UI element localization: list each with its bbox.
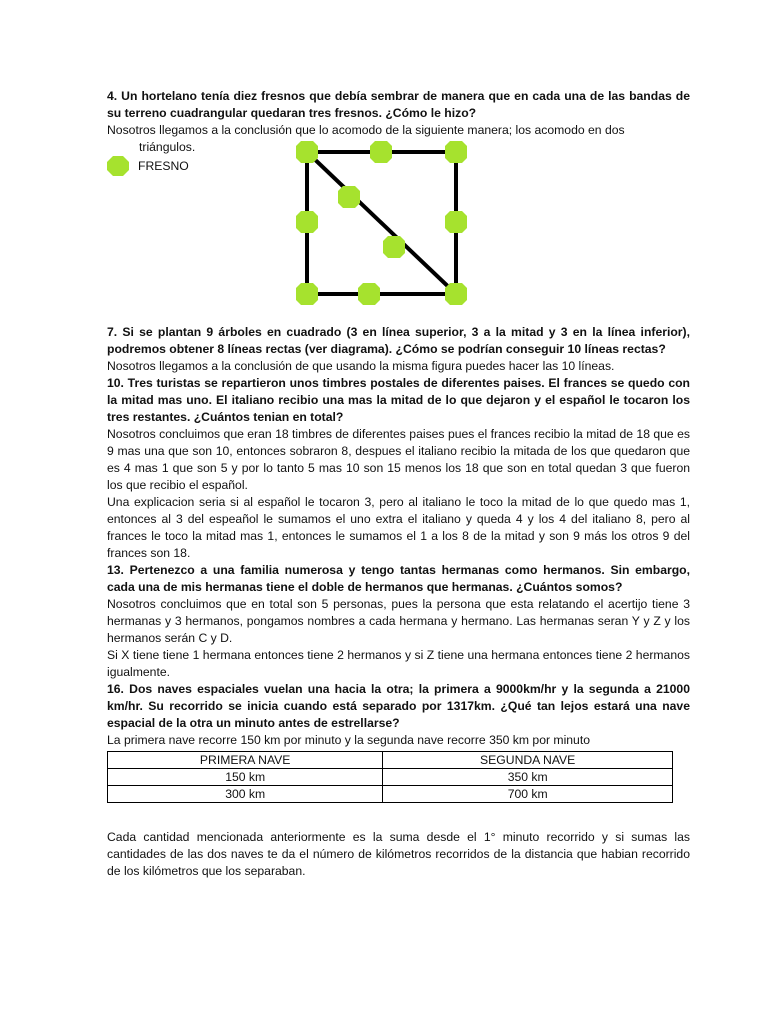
table-cell: 150 km <box>108 769 383 786</box>
tree-icon <box>370 141 392 163</box>
q4-question: 4. Un hortelano tenía diez fresnos que debía sembrar de manera que en cada una de las bandas de su terreno cuadrangular quedaran tres fresnos. ¿Cómo le hizo? <box>107 89 690 120</box>
table-row <box>108 786 673 803</box>
diagonal-line <box>307 152 456 294</box>
tree-icon <box>296 283 318 305</box>
q10-answer: Nosotros concluimos que eran 18 timbres de diferentes paises pues el frances recibio la mitad de 18 que es 9 mas una que son 10, entonces sobraron 8, despues el italiano recibio la mitada de los que quedaron que es 4 mas 1 que son 5 y por lo tanto 5 mas 10 son 15 menos los 18 que son en total quedan 3 que fueron los que recibio el español. <box>107 427 690 492</box>
tree-icon <box>445 141 467 163</box>
tree-icon <box>296 211 318 233</box>
q7-question: 7. Si se plantan 9 árboles en cuadrado (3 en línea superior, 3 a la mitad y 3 en la línea inferior), podremos obtener 8 líneas rectas (ver diagrama). ¿Cómo se podrían conseguir 10 líneas rectas? <box>107 325 690 356</box>
q10-explanation: Una explicacion seria si al español le tocaron 3, pero al italiano le toco la mitad de lo que quedo mas 1, entonces al 3 del espeañol le sumamos el uno extra el italiano y queda 4 y los 4 del italiano 8, pero al frances le toco la mitad mas 1, entonces le sumamos el 1 a los 8 de la mitad y son 9 más los otros 9 del frances son 18. <box>107 495 690 560</box>
legend-label: FRESNO <box>138 159 189 173</box>
tree-icon <box>358 283 380 305</box>
tree-icon <box>445 283 467 305</box>
tree-legend-icon <box>107 156 129 176</box>
tree-icon <box>383 236 405 258</box>
table-cell: 700 km <box>383 786 673 803</box>
tree-icon <box>445 211 467 233</box>
q10-question: 10. Tres turistas se repartieron unos timbres postales de diferentes paises. El frances se quedo con la mitad mas uno. El italiano recibio una mas la mitad de lo que dejaron y el español le tocaron los tres restantes. ¿Cuántos tenian en total? <box>107 376 690 424</box>
q7-answer: Nosotros llegamos a la conclusión de que usando la misma figura puedes hacer las 10 líneas. <box>107 359 615 373</box>
q4-answer: Nosotros llegamos a la conclusión que lo acomodo de la siguiente manera; los acomodo en dos <box>107 123 625 137</box>
diagram-lines <box>307 152 456 294</box>
table-cell: 350 km <box>383 769 673 786</box>
q13-answer: Nosotros concluimos que en total son 5 personas, pues la persona que esta relatando el acertijo tiene 3 hermanas y 3 hermanos, pongamos nombres a cada hermana y hermano. Las hermanas seran Y y Z y los hermanos serán C y D. <box>107 597 690 645</box>
q16-conclusion: Cada cantidad mencionada anteriormente es la suma desde el 1° minuto recorrido y si sumas las cantidades de las dos naves te da el número de kilómetros recorridos de la distancia que habian recorrido de los kilómetros que los separaban. <box>107 830 690 878</box>
q13-question: 13. Pertenezco a una familia numerosa y tengo tantas hermanas como hermanos. Sin embargo, cada una de mis hermanas tiene el doble de hermanos que hermanas. ¿Cuántos somos? <box>107 563 690 594</box>
speed-table <box>107 751 673 803</box>
table-header: PRIMERA NAVE <box>108 752 383 769</box>
q13-explanation: Si X tiene tiene 1 hermana entonces tiene 2 hermanos y si Z tiene una hermana entonces tiene 2 hermanos igualmente. <box>107 648 690 679</box>
spacer <box>107 803 690 829</box>
table-cell: 300 km <box>108 786 383 803</box>
q16-answer: La primera nave recorre 150 km por minuto y la segunda nave recorre 350 km por minuto <box>107 733 591 747</box>
tree-icon <box>338 186 360 208</box>
q16-question: 16. Dos naves espaciales vuelan una hacia la otra; la primera a 9000km/hr y la segunda a 21000 km/hr. Su recorrido se inicia cuando está separado por 1317km. ¿Qué tan lejos estará una nave espacial de la otra un minuto antes de estrellarse? <box>107 682 690 730</box>
document-page <box>107 88 690 880</box>
table-header-row <box>108 752 673 769</box>
tree-diagram-area <box>107 156 690 324</box>
table-row <box>108 769 673 786</box>
tree-icon <box>296 141 318 163</box>
square-tree-diagram <box>295 140 475 318</box>
q4-answer-cont: triángulos. <box>139 140 196 154</box>
table-header: SEGUNDA NAVE <box>383 752 673 769</box>
